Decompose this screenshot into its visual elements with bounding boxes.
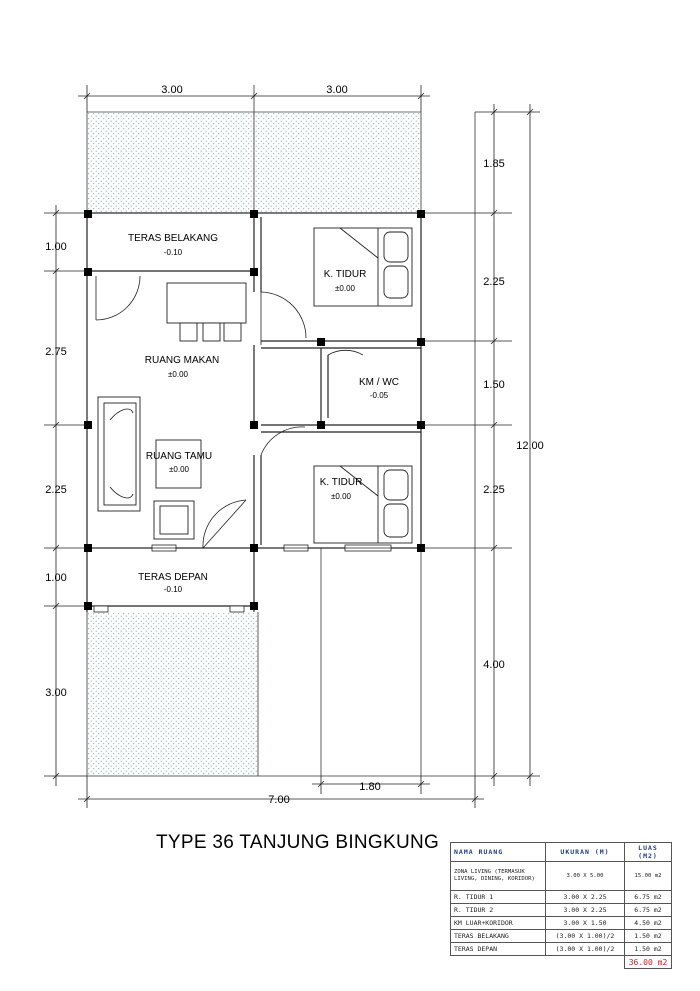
dim-bottom-width: 1.80 [359, 781, 381, 793]
label-teras-belakang: TERAS BELAKANG [127, 233, 219, 244]
sofa [98, 397, 140, 511]
dim-top-left: 3.00 [161, 84, 183, 96]
row-area: 6.75 m2 [625, 891, 672, 904]
level-ruang-makan: ±0.00 [168, 370, 188, 379]
label-km-wc: KM / WC [359, 377, 399, 388]
header-ukuran: UKURAN (M) [546, 843, 625, 862]
header-luas: LUAS (M2) [625, 843, 672, 862]
level-teras-depan: -0.10 [163, 585, 183, 594]
area-table [450, 842, 672, 969]
row-area: 6.75 m2 [625, 904, 672, 917]
dim-right-2: 2.25 [483, 276, 505, 288]
table-row [451, 891, 672, 904]
level-km-wc: -0.05 [369, 391, 389, 400]
coffee-table [156, 440, 201, 488]
row-size: 3.00 X 5.00 [546, 862, 625, 891]
row-name: TERAS BELAKANG [451, 930, 546, 943]
armchair [154, 501, 194, 539]
row-size: 3.00 X 1.50 [546, 917, 625, 930]
label-teras-depan: TERAS DEPAN [138, 572, 208, 583]
row-size: 3.00 X 2.25 [546, 891, 625, 904]
dim-left-1: 1.00 [45, 241, 67, 253]
dim-right-4: 2.25 [483, 484, 505, 496]
level-k-tidur-1: ±0.00 [335, 284, 355, 293]
table-row [451, 862, 672, 891]
front-garden [87, 612, 258, 776]
dim-left-5: 3.00 [45, 687, 67, 699]
level-teras-belakang: -0.10 [163, 248, 183, 257]
table-row [451, 943, 672, 956]
table-header-row [451, 843, 672, 862]
label-ruang-tamu: RUANG TAMU [145, 451, 213, 462]
dim-bottom-total: 7.00 [268, 794, 290, 806]
rear-garden-left [87, 112, 254, 213]
total-area: 36.00 m2 [625, 956, 672, 969]
row-name: ZONA LIVING (TERMASUK LIVING, DINING, KORIDOR) [451, 862, 546, 891]
table-row [451, 930, 672, 943]
row-size: (3.00 X 1.00)/2 [546, 930, 625, 943]
dim-left-3: 2.25 [45, 484, 67, 496]
level-k-tidur-2: ±0.00 [331, 492, 351, 501]
header-nama-ruang: NAMA RUANG [451, 843, 546, 862]
label-k-tidur-2: K. TIDUR [319, 477, 363, 488]
label-ruang-makan: RUANG MAKAN [144, 355, 220, 366]
row-name: R. TIDUR 2 [451, 904, 546, 917]
row-size: (3.00 X 1.00)/2 [546, 943, 625, 956]
row-size: 3.00 X 2.25 [546, 904, 625, 917]
level-ruang-tamu: ±0.00 [169, 465, 189, 474]
label-k-tidur-1: K. TIDUR [323, 269, 367, 280]
dim-right-1: 1.85 [483, 158, 505, 170]
dim-right-total: 12.00 [516, 440, 544, 452]
table-total-row [451, 956, 672, 969]
table-row [451, 917, 672, 930]
drawing-title: TYPE 36 TANJUNG BINGKUNG [156, 832, 440, 853]
dim-right-3: 1.50 [483, 379, 505, 391]
row-name: R. TIDUR 1 [451, 891, 546, 904]
bed-1 [314, 228, 412, 306]
dim-left-2: 2.75 [45, 346, 67, 358]
table-row [451, 904, 672, 917]
row-area: 4.50 m2 [625, 917, 672, 930]
row-area: 1.50 m2 [625, 930, 672, 943]
row-area: 15.00 m2 [625, 862, 672, 891]
row-name: TERAS DEPAN [451, 943, 546, 956]
dim-left-4: 1.00 [45, 572, 67, 584]
dim-right-5: 4.00 [483, 659, 505, 671]
row-area: 1.50 m2 [625, 943, 672, 956]
row-name: KM LUAR+KORIDOR [451, 917, 546, 930]
dim-top-right: 3.00 [326, 84, 348, 96]
dining-table [167, 283, 246, 341]
rear-garden-right [254, 112, 421, 213]
